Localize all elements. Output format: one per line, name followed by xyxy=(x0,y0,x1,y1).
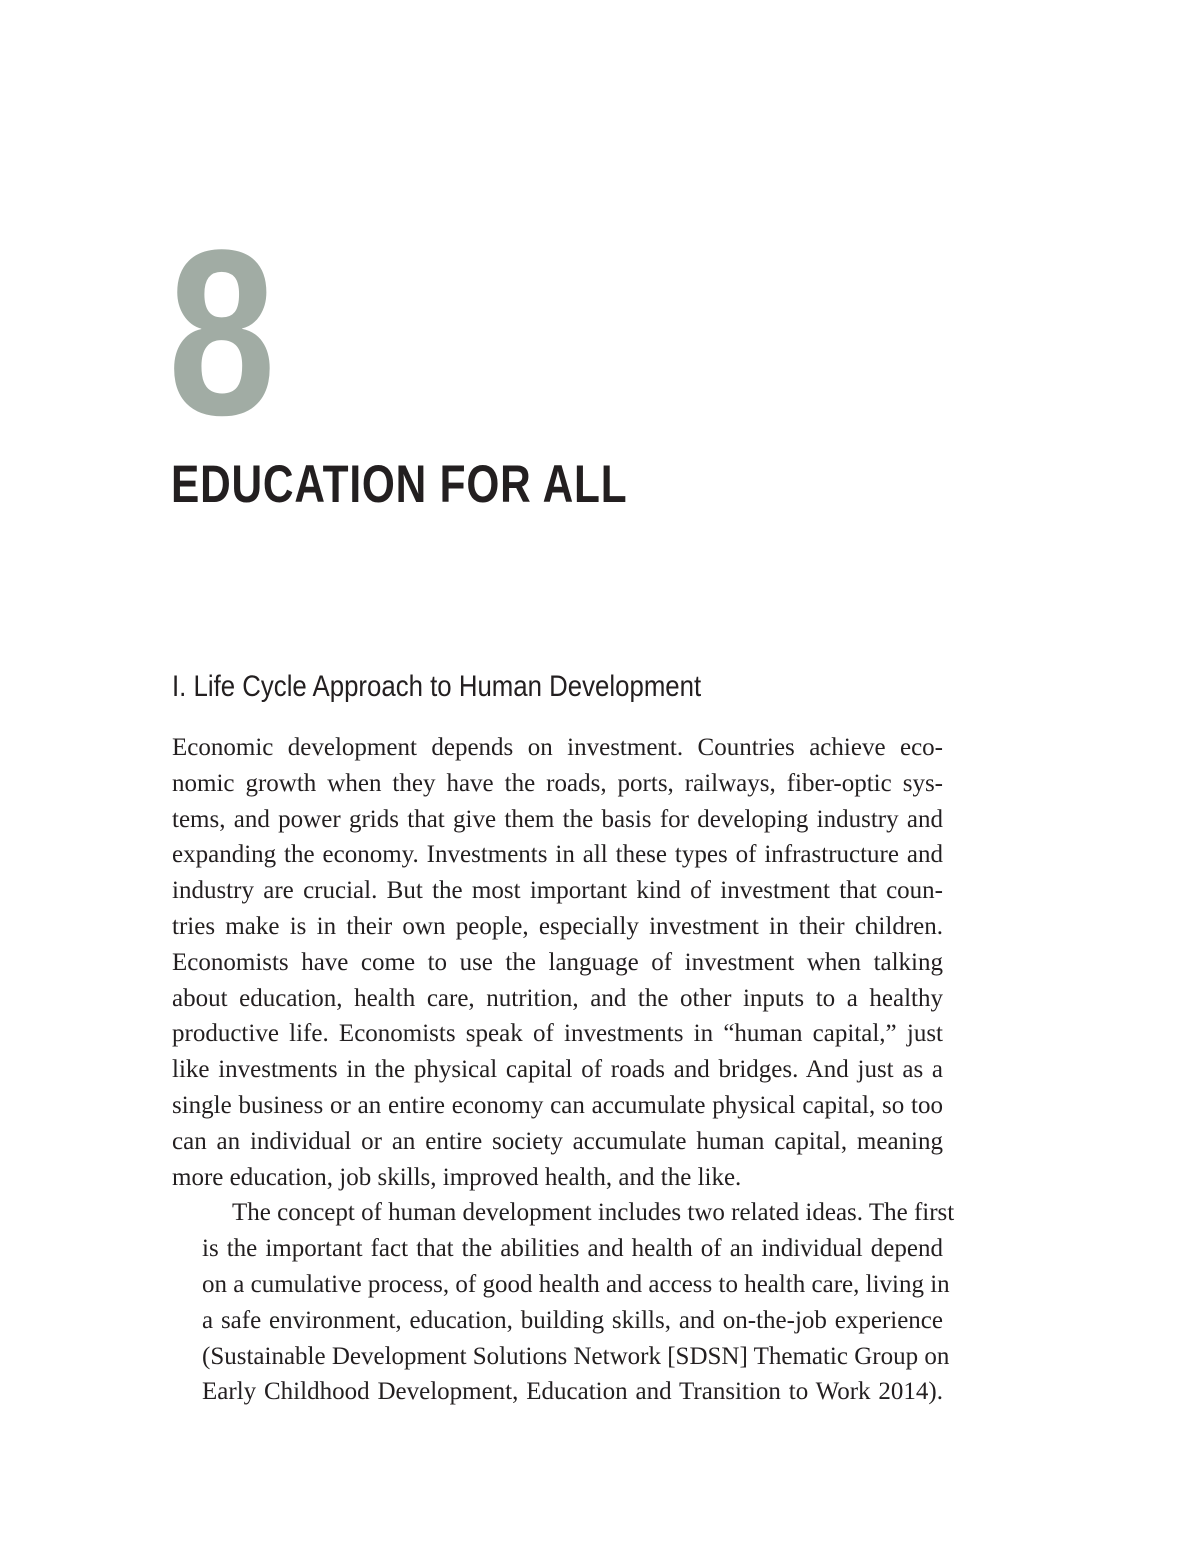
paragraph-2 xyxy=(172,1195,955,1410)
text-line: a safe environment, education, building skills, and on-the-job experience xyxy=(202,1306,943,1334)
text-line: The concept of human development includes two related ideas. The first xyxy=(232,1199,955,1227)
text-line: tems, and power grids that give them the basis for developing industry and xyxy=(172,805,943,833)
text-line: like investments in the physical capital of roads and bridges. And just as a xyxy=(172,1056,943,1084)
text-line: is the important fact that the abilities and health of an individual depend xyxy=(202,1235,943,1263)
text-line: nomic growth when they have the roads, ports, railways, fiber-optic sys- xyxy=(172,769,943,797)
text-line: productive life. Economists speak of investments in “human capital,” just xyxy=(172,1020,943,1048)
chapter-number: 8 xyxy=(168,201,273,465)
text-line: industry are crucial. But the most important kind of investment that coun- xyxy=(172,877,943,905)
body-text xyxy=(172,730,955,1410)
text-line: can an individual or an entire society accumulate human capital, meaning xyxy=(172,1127,943,1155)
text-line: about education, health care, nutrition, and the other inputs to a healthy xyxy=(172,984,943,1012)
chapter-title: EDUCATION FOR ALL xyxy=(171,455,628,514)
text-line: Economists have come to use the language of investment when talking xyxy=(172,948,943,976)
text-line: on a cumulative process, of good health and access to health care, living in xyxy=(202,1270,950,1298)
text-line: Early Childhood Development, Education and Transition to Work 2014). xyxy=(202,1378,943,1406)
text-line: expanding the economy. Investments in all these types of infrastructure and xyxy=(172,841,943,869)
text-line: tries make is in their own people, especially investment in their children. xyxy=(172,912,943,940)
text-line: Economic development depends on investment. Countries achieve eco- xyxy=(172,734,943,761)
text-line: (Sustainable Development Solutions Network [SDSN] Thematic Group on xyxy=(202,1342,950,1370)
paragraph-1 xyxy=(172,730,943,1195)
text-line: single business or an entire economy can accumulate physical capital, so too xyxy=(172,1091,943,1119)
text-line: more education, job skills, improved health, and the like. xyxy=(172,1163,742,1191)
section-heading: I. Life Cycle Approach to Human Development xyxy=(172,670,702,703)
